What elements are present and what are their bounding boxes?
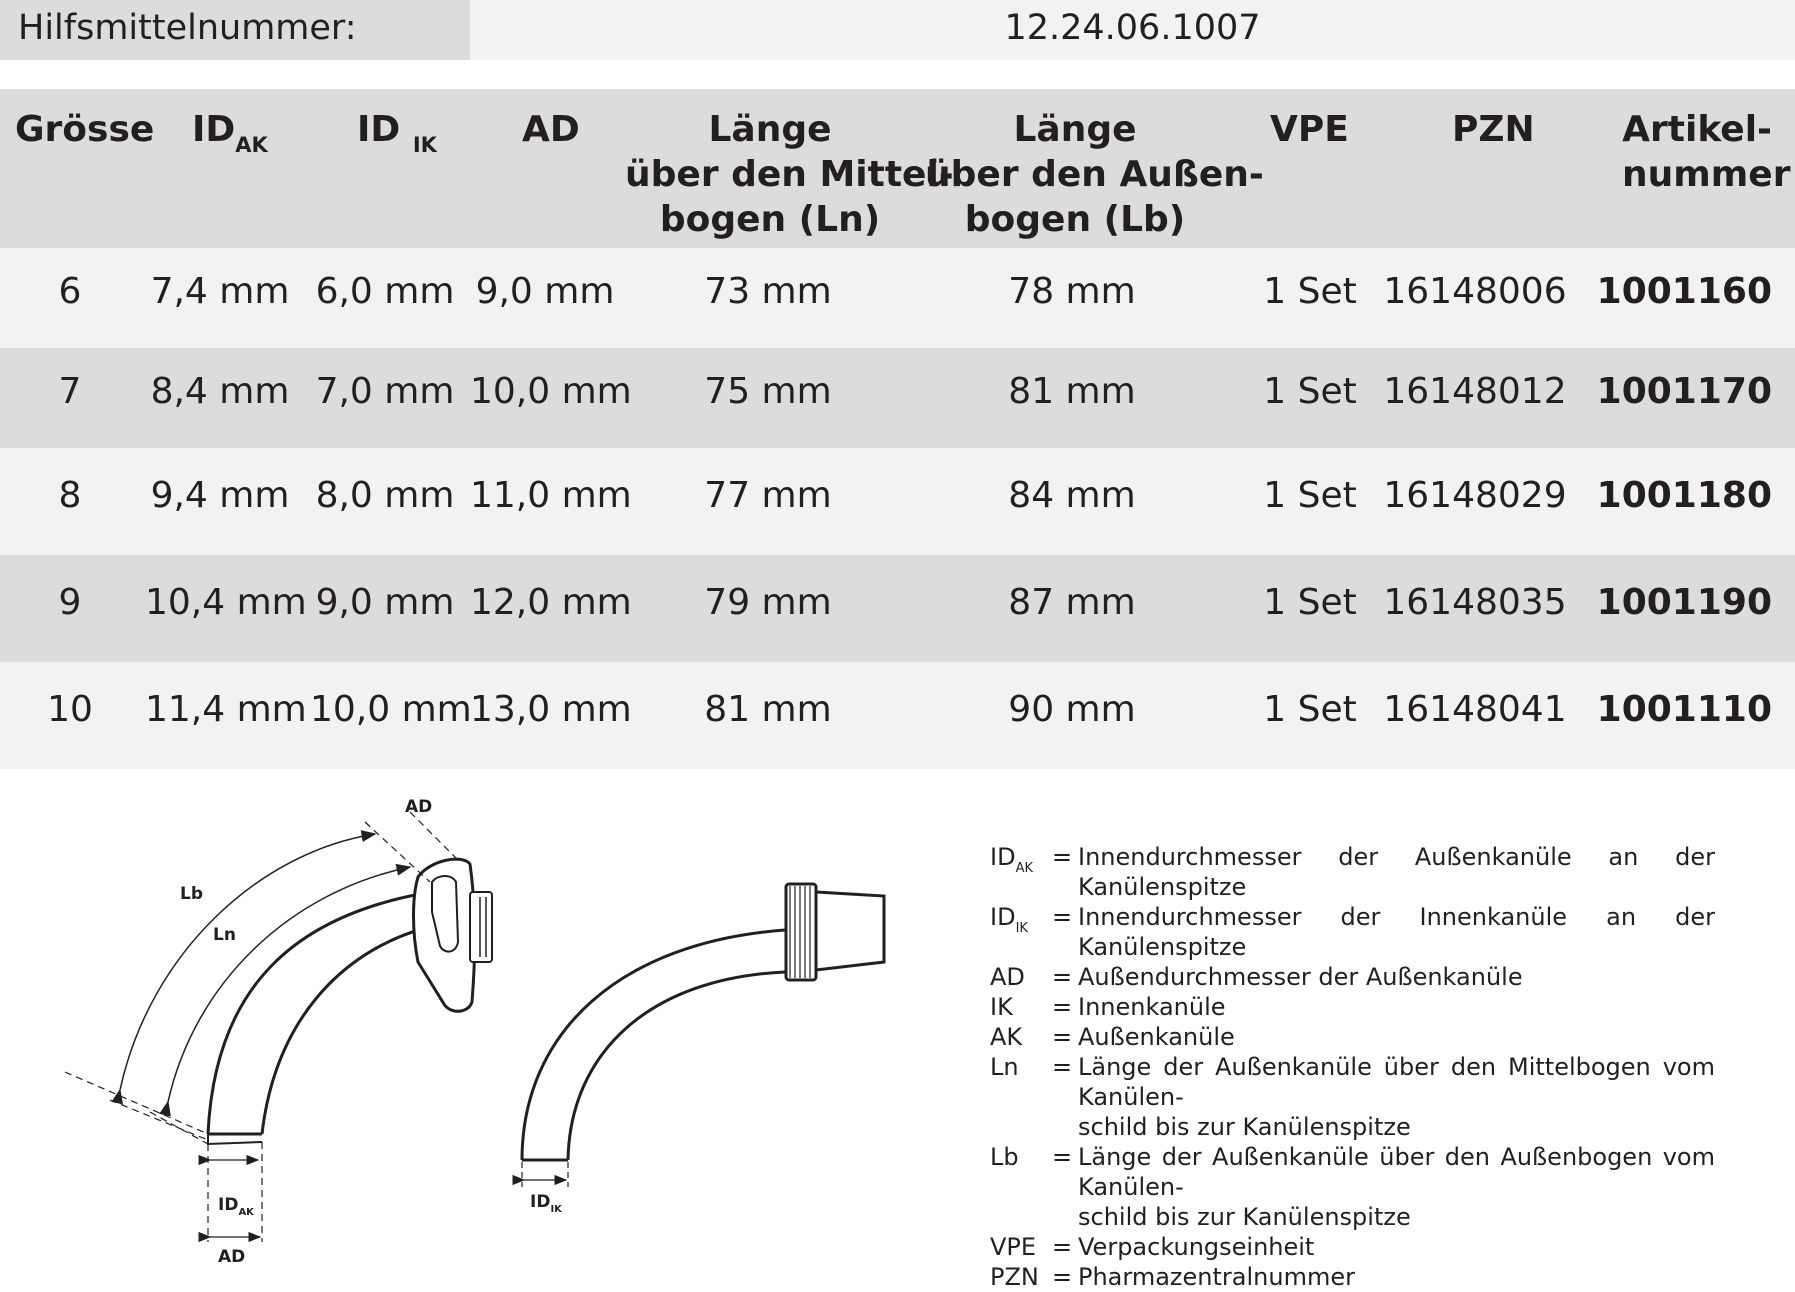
abbreviation-legend xyxy=(990,842,1715,1292)
cell-id-ik: 7,0 mm xyxy=(315,371,455,412)
cell-groesse: 10 xyxy=(47,689,93,730)
legend-definition: Pharmazentralnummer xyxy=(1078,1263,1355,1291)
legend-item xyxy=(990,1052,1715,1142)
legend-item xyxy=(990,902,1715,962)
header-id-ak: $ID_{AK}$ xyxy=(192,109,268,157)
legend-definition: Innenkanüle xyxy=(1078,993,1226,1021)
cell-ad: 11,0 mm xyxy=(470,475,632,516)
cell-pzn: 16148041 xyxy=(1383,689,1567,730)
legend-definition: Außendurchmesser der Außenkanüle xyxy=(1078,963,1523,991)
cell-artikel: 1001190 xyxy=(1596,582,1772,623)
table-row xyxy=(0,348,1795,448)
cell-lb: 84 mm xyxy=(1008,475,1136,516)
diagram-label-id-ak: $ID_{AK}$ xyxy=(218,1195,254,1218)
cell-vpe: 1 Set xyxy=(1263,371,1357,412)
header-id-ik: ID $_{IK}$ xyxy=(357,109,437,157)
legend-equals: = xyxy=(1052,1023,1073,1051)
diagram-label-ln: Ln xyxy=(213,925,236,945)
cell-artikel: 1001170 xyxy=(1596,371,1772,412)
cell-id-ak: 7,4 mm xyxy=(150,271,290,312)
cell-artikel: 1001110 xyxy=(1596,689,1772,730)
legend-definition-cont: schild bis zur Kanülenspitze xyxy=(1078,1203,1411,1231)
legend-definition: Innendurchmesser der Innenkanüle an der Kanülenspitze xyxy=(1078,903,1715,961)
legend-item xyxy=(990,1232,1715,1262)
cell-pzn: 16148006 xyxy=(1383,271,1567,312)
legend-abbr: IK xyxy=(990,993,1013,1021)
cell-artikel: 1001180 xyxy=(1596,475,1772,516)
cell-lb: 87 mm xyxy=(1008,582,1136,623)
lb-arrow xyxy=(120,834,375,1090)
cell-id-ik: 10,0 mm xyxy=(310,689,472,730)
table-body xyxy=(0,248,1795,769)
legend-definition: Verpackungseinheit xyxy=(1078,1233,1315,1261)
diagram-label-ad-bottom: AD xyxy=(218,1247,246,1267)
header-pzn: PZN xyxy=(1452,109,1535,150)
cell-vpe: 1 Set xyxy=(1263,582,1357,623)
outer-cannula-drawing xyxy=(208,859,492,1144)
cell-ad: 10,0 mm xyxy=(470,371,632,412)
legend-equals: = xyxy=(1052,1263,1073,1291)
legend-definition: Innendurchmesser der Außenkanüle an der Kanülenspitze xyxy=(1078,843,1715,901)
cell-ln: 73 mm xyxy=(704,271,832,312)
legend-item xyxy=(990,1022,1715,1052)
table-row xyxy=(0,662,1795,769)
cell-ad: 13,0 mm xyxy=(470,689,632,730)
hilfsmittelnummer-value: 12.24.06.1007 xyxy=(1004,8,1261,48)
cell-id-ik: 6,0 mm xyxy=(315,271,455,312)
legend-item xyxy=(990,1142,1715,1232)
size-table xyxy=(0,89,1795,769)
cell-groesse: 7 xyxy=(58,371,82,412)
legend-abbr: AD xyxy=(990,963,1025,991)
legend-item xyxy=(990,842,1715,902)
table-row xyxy=(0,248,1795,348)
cell-lb: 90 mm xyxy=(1008,689,1136,730)
header-laenge-mittelbogen: Länge über den Mittel- bogen (Ln) xyxy=(625,109,954,240)
header-groesse: Grösse xyxy=(15,109,155,150)
legend-equals: = xyxy=(1052,1053,1073,1081)
diagram-label-lb: Lb xyxy=(180,884,204,904)
table-header xyxy=(0,89,1795,248)
cell-ad: 9,0 mm xyxy=(475,271,615,312)
hilfsmittelnummer-label-cell xyxy=(0,0,470,60)
cannula-diagram xyxy=(0,782,940,1272)
legend-definition: Länge der Außenkanüle über den Außenbogen vom Kanülen- xyxy=(1078,1143,1715,1201)
inner-cannula-drawing xyxy=(522,884,884,1160)
table-row xyxy=(0,448,1795,555)
cell-ln: 81 mm xyxy=(704,689,832,730)
legend-abbr: Lb xyxy=(990,1143,1019,1171)
cell-groesse: 8 xyxy=(58,475,82,516)
cell-lb: 78 mm xyxy=(1008,271,1136,312)
cell-ln: 75 mm xyxy=(704,371,832,412)
legend-equals: = xyxy=(1052,903,1073,931)
diagram-label-ad-top: AD xyxy=(405,797,433,817)
cell-id-ik: 9,0 mm xyxy=(315,582,455,623)
cell-vpe: 1 Set xyxy=(1263,271,1357,312)
cell-groesse: 9 xyxy=(58,582,82,623)
dashed-guides xyxy=(65,812,460,1242)
hilfsmittelnummer-label: Hilfsmittelnummer: xyxy=(18,8,357,48)
legend-abbr: $ID_{IK}$ xyxy=(990,903,1028,936)
legend-equals: = xyxy=(1052,963,1073,991)
header-artikelnummer: Artikel- nummer xyxy=(1622,109,1791,195)
cell-vpe: 1 Set xyxy=(1263,689,1357,730)
cell-id-ak: 9,4 mm xyxy=(150,475,290,516)
cell-ln: 79 mm xyxy=(704,582,832,623)
diagram-label-id-ik: $ID_{IK}$ xyxy=(530,1192,562,1215)
header-ad: AD xyxy=(522,109,580,150)
legend-abbr: PZN xyxy=(990,1263,1039,1291)
cell-pzn: 16148012 xyxy=(1383,371,1567,412)
cell-ln: 77 mm xyxy=(704,475,832,516)
header-vpe: VPE xyxy=(1270,109,1349,150)
legend-equals: = xyxy=(1052,843,1073,871)
cell-lb: 81 mm xyxy=(1008,371,1136,412)
cell-vpe: 1 Set xyxy=(1263,475,1357,516)
cell-ad: 12,0 mm xyxy=(470,582,632,623)
cell-id-ak: 11,4 mm xyxy=(145,689,307,730)
header-laenge-aussenbogen: Länge über den Außen- bogen (Lb) xyxy=(925,109,1264,240)
ln-arrow xyxy=(168,867,410,1102)
legend-abbr: VPE xyxy=(990,1233,1037,1261)
legend-abbr: $ID_{AK}$ xyxy=(990,843,1033,876)
table-row xyxy=(0,555,1795,662)
cell-pzn: 16148035 xyxy=(1383,582,1567,623)
cell-id-ik: 8,0 mm xyxy=(315,475,455,516)
legend-abbr: Ln xyxy=(990,1053,1019,1081)
legend-definition: Länge der Außenkanüle über den Mittelbogen vom Kanülen- xyxy=(1078,1053,1715,1111)
cell-artikel: 1001160 xyxy=(1596,271,1772,312)
cell-pzn: 16148029 xyxy=(1383,475,1567,516)
cell-groesse: 6 xyxy=(58,271,82,312)
legend-equals: = xyxy=(1052,1233,1073,1261)
legend-item xyxy=(990,992,1715,1022)
legend-item xyxy=(990,962,1715,992)
legend-equals: = xyxy=(1052,1143,1073,1171)
legend-definition: Außenkanüle xyxy=(1078,1023,1235,1051)
legend-item xyxy=(990,1262,1715,1292)
legend-equals: = xyxy=(1052,993,1073,1021)
hilfsmittelnummer-value-cell xyxy=(470,0,1795,60)
legend-definition-cont: schild bis zur Kanülenspitze xyxy=(1078,1113,1411,1141)
legend-abbr: AK xyxy=(990,1023,1023,1051)
cell-id-ak: 10,4 mm xyxy=(145,582,307,623)
cell-id-ak: 8,4 mm xyxy=(150,371,290,412)
